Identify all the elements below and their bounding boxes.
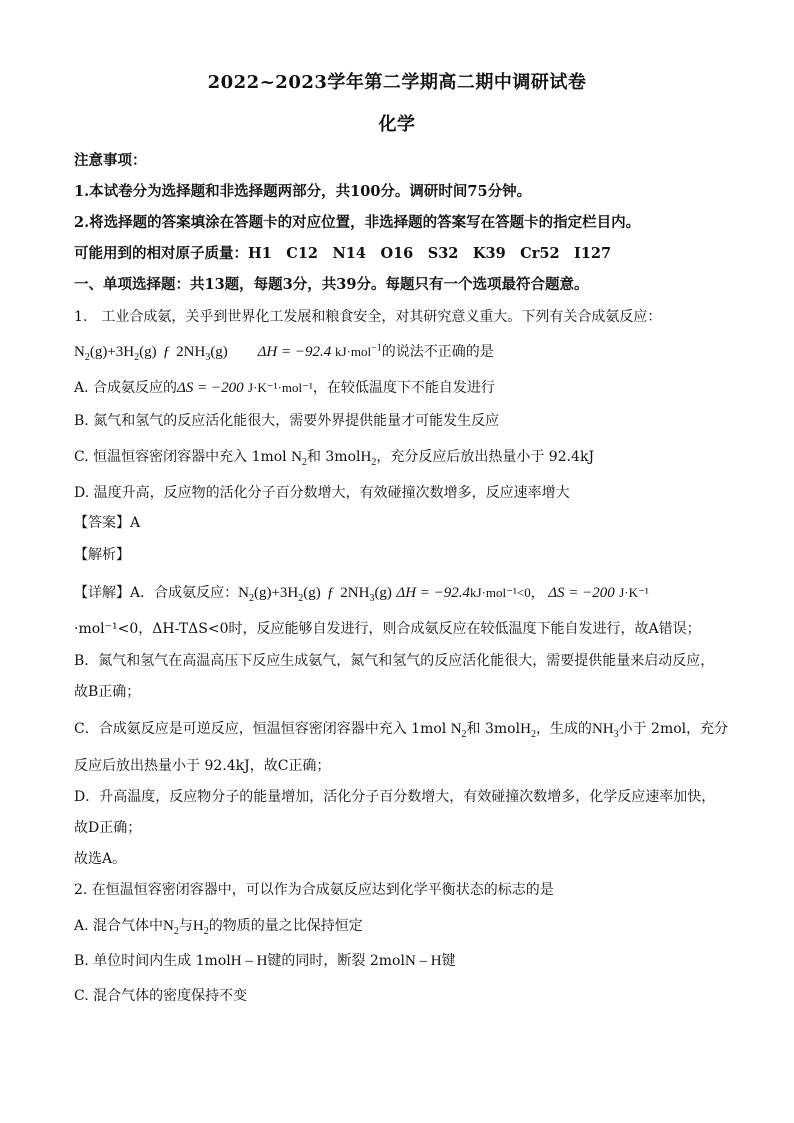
notice-heading: 注意事项： (74, 152, 147, 169)
detail-c-line-1: C．合成氨反应是可逆反应，恒温恒容密闭容器中充入 1mol $N_2$和 3molH$_2$，生成的$NH_3$小于 2mol，充分 (74, 721, 729, 740)
question-2-option-b: B. 单位时间内生成 1molH – H键的同时，断裂 2molN – H键 (74, 953, 456, 969)
question-1-option-c: C. 恒温恒容密闭容器中充入 1mol $N_2$和 3molH$_2$，充分反应后放出热量小于 92.4kJ (74, 449, 595, 468)
subject-title: 化学 (378, 114, 416, 135)
question-1-option-b: B. 氮气和氢气的反应活化能很大，需要外界提供能量才可能发生反应 (74, 413, 500, 429)
detail-c-line-2: 反应后放出热量小于 92.4kJ，故C正确； (74, 758, 331, 774)
question-2-option-a: A. 混合气体中$N_2$与$H_2$的物质的量之比保持恒定 (74, 918, 363, 937)
question-1-stem: 1. 工业合成氨，关乎到世界化工发展和粮食安全，对其研究意义重大。下列有关合成氨反应： (74, 309, 662, 325)
notice-item-2: 2.将选择题的答案填涂在答题卡的对应位置，非选择题的答案写在答题卡的指定栏目内。 (74, 214, 641, 231)
detail-d-line-1: D．升高温度，反应物分子的能量增加，活化分子百分数增大，有效碰撞次数增多，化学反应速率加快， (74, 789, 716, 805)
stem-tail: 的说法不正确的是 (381, 344, 494, 360)
reversible-arrow: ƒ (162, 344, 171, 360)
page-title: 2022~2023学年第二学期高二期中调研试卷 (207, 72, 587, 93)
detail-b-line-2: 故B正确； (74, 684, 141, 700)
section-heading: 一、单项选择题：共13题，每题3分，共39分。每题只有一个选项最符合题意。 (74, 276, 589, 293)
detail-a-line-2: ·mol⁻¹<0，ΔH-TΔS<0时，反应能够自发进行，则合成氨反应在较低温度下能自发进行，故A错误； (74, 621, 701, 637)
delta-h-value: ΔH = −92.4 (257, 344, 332, 360)
question-2-option-c: C. 混合气体的密度保持不变 (74, 988, 248, 1004)
question-1-equation: $N_2(g)+3H_2(g)$ ƒ $2NH_3(g) \Delta H = -92.4$ kJ·mol$^{-1}$的说法不正确的是 (74, 342, 494, 363)
question-1-option-d: D. 温度升高，反应物的活化分子百分数增大，有效碰撞次数增多，反应速率增大 (74, 485, 570, 501)
n2-formula: $N_2(g)+3H_2(g)$ (74, 344, 157, 363)
detail-b-line-1: B．氮气和氢气在高温高压下反应生成氨气，氮气和氢气的反应活化能很大，需要提供能量来启动反应， (74, 653, 715, 669)
detail-d-line-2: 故D正确； (74, 820, 142, 836)
conclusion: 故选A。 (74, 851, 127, 867)
analysis-label: 【解析】 (74, 547, 130, 563)
question-1-option-a: A. 合成氨反应的ΔS = −200 J·K⁻¹·mol⁻¹，在较低温度下不能自发进行 (74, 380, 495, 396)
atomic-masses: 可能用到的相对原子质量：H1 C12 N14 O16 S32 K39 Cr52 I127 (74, 245, 612, 262)
delta-h-unit: kJ·mol$^{-1}$ (334, 342, 382, 359)
notice-item-1: 1.本试卷分为选择题和非选择题两部分，共100分。调研时间75分钟。 (74, 183, 532, 200)
detail-a-line-1: 【详解】A．合成氨反应：$N_2(g)+3H_2(g)$ ƒ $2NH_3(g) \Delta H = -92.4kJ\cdot mol^{-1}<0$， ΔS = −200 J·K⁻¹ (74, 585, 649, 604)
question-2-stem: 2. 在恒温恒容密闭容器中，可以作为合成氨反应达到化学平衡状态的标志的是 (74, 882, 554, 898)
answer-label: 【答案】A (74, 515, 141, 531)
